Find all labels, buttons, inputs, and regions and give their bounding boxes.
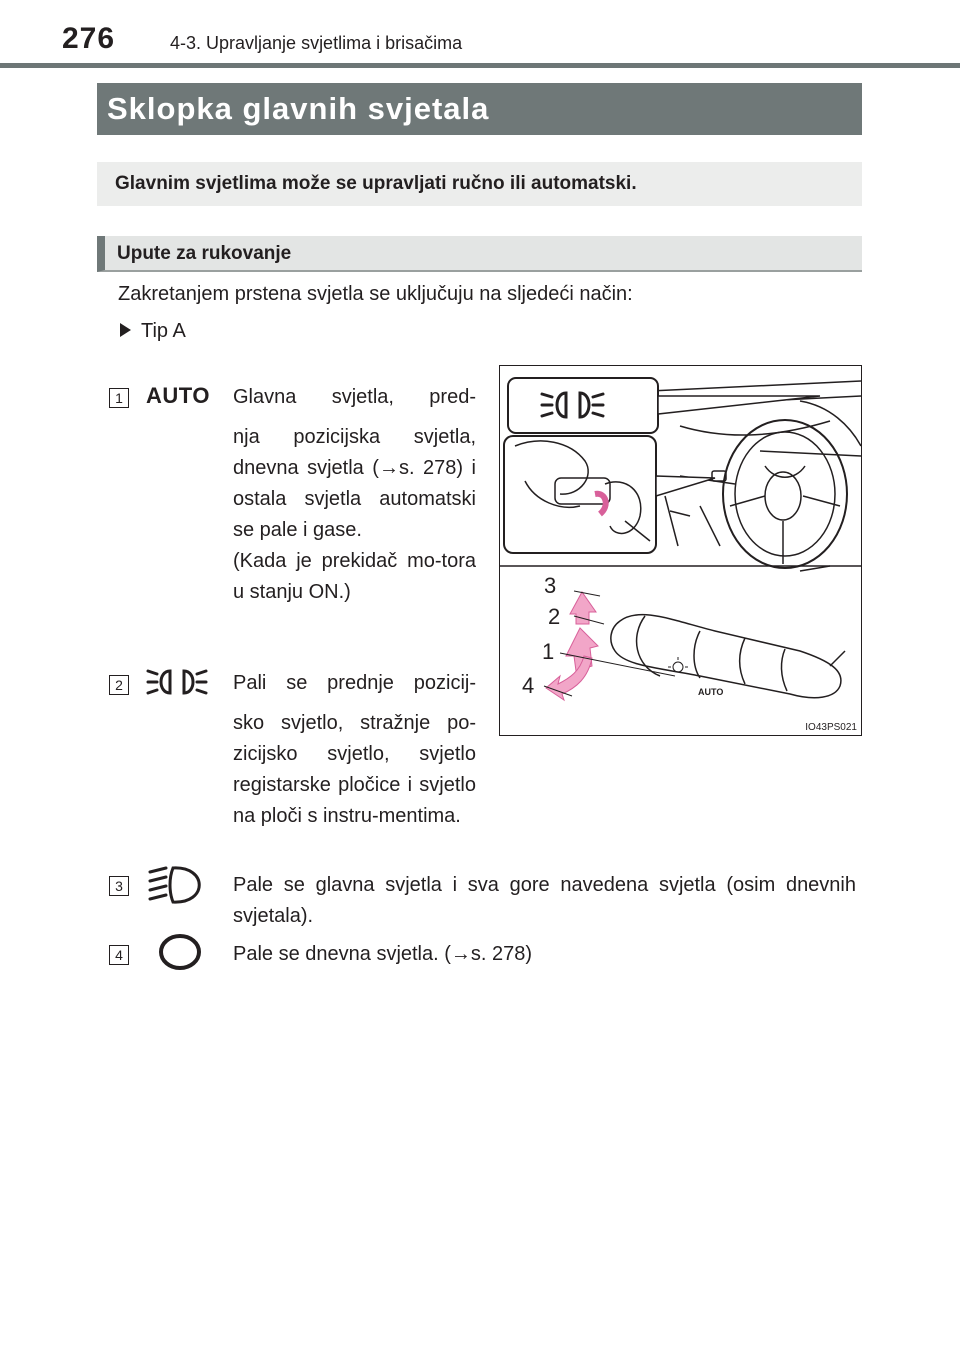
item-number-1: 1 [109,388,129,408]
triangle-bullet-icon [120,323,131,337]
sub-heading: Upute za rukovanje [97,236,862,272]
intro-text: Glavnim svjetlima može se upravljati ručno ili automatski. [97,162,862,206]
item-number-3: 3 [109,876,129,896]
parking-light-icon [144,666,210,698]
item-number-2: 2 [109,675,129,695]
item-4-text: Pale se dnevna svjetla. (→s. 278) [233,943,533,965]
item-3-text: Pale se glavna svjetla i sva gore navedena svjetla (osim dnevnih svjetala). [233,874,856,927]
figure [499,365,862,736]
headlight-icon [146,864,208,906]
item-1-first-line: Glavna svjetla, pred- [233,386,476,408]
figure-illustration [500,366,861,735]
breadcrumb: 4-3. Upravljanje svjetlima i brisačima [170,33,463,53]
item-1-note: (Kada je prekidač mo-tora u stanju ON.) [233,550,476,603]
tip-text: Tip A [141,320,186,342]
item-number-4: 4 [109,945,129,965]
header-divider [0,63,960,68]
item-1-body: nja pozicijska svjetla, dnevna svjetla (→s. 278) i ostala svjetla automatski se pale i gase. [233,426,476,541]
figure-callout-4: 4 [522,673,535,698]
lead-text: Zakretanjem prstena svjetla se uključuju na sljedeći način: [118,283,633,305]
item-1-text [233,382,476,608]
item-2-body: sko svjetlo, stražnje po-zicijsko svjetlo, svjetlo registarske pločice i svjetlo na ploči s instru-mentima. [233,712,476,827]
item-2-first-line: Pali se prednje pozicij- [233,672,476,694]
figure-code: IO43PS021 [805,722,857,733]
item-2-text [233,668,476,832]
tip-label [120,320,186,343]
figure-callout-3: 3 [544,573,557,598]
auto-symbol: AUTO [146,383,210,408]
page-number: 276 [62,22,116,55]
section-title: Sklopka glavnih svjetala [97,83,862,135]
figure-callout-2: 2 [548,604,561,629]
daytime-running-light-icon [157,932,203,972]
figure-switch-label: AUTO [698,687,724,697]
figure-callout-1: 1 [542,639,555,664]
